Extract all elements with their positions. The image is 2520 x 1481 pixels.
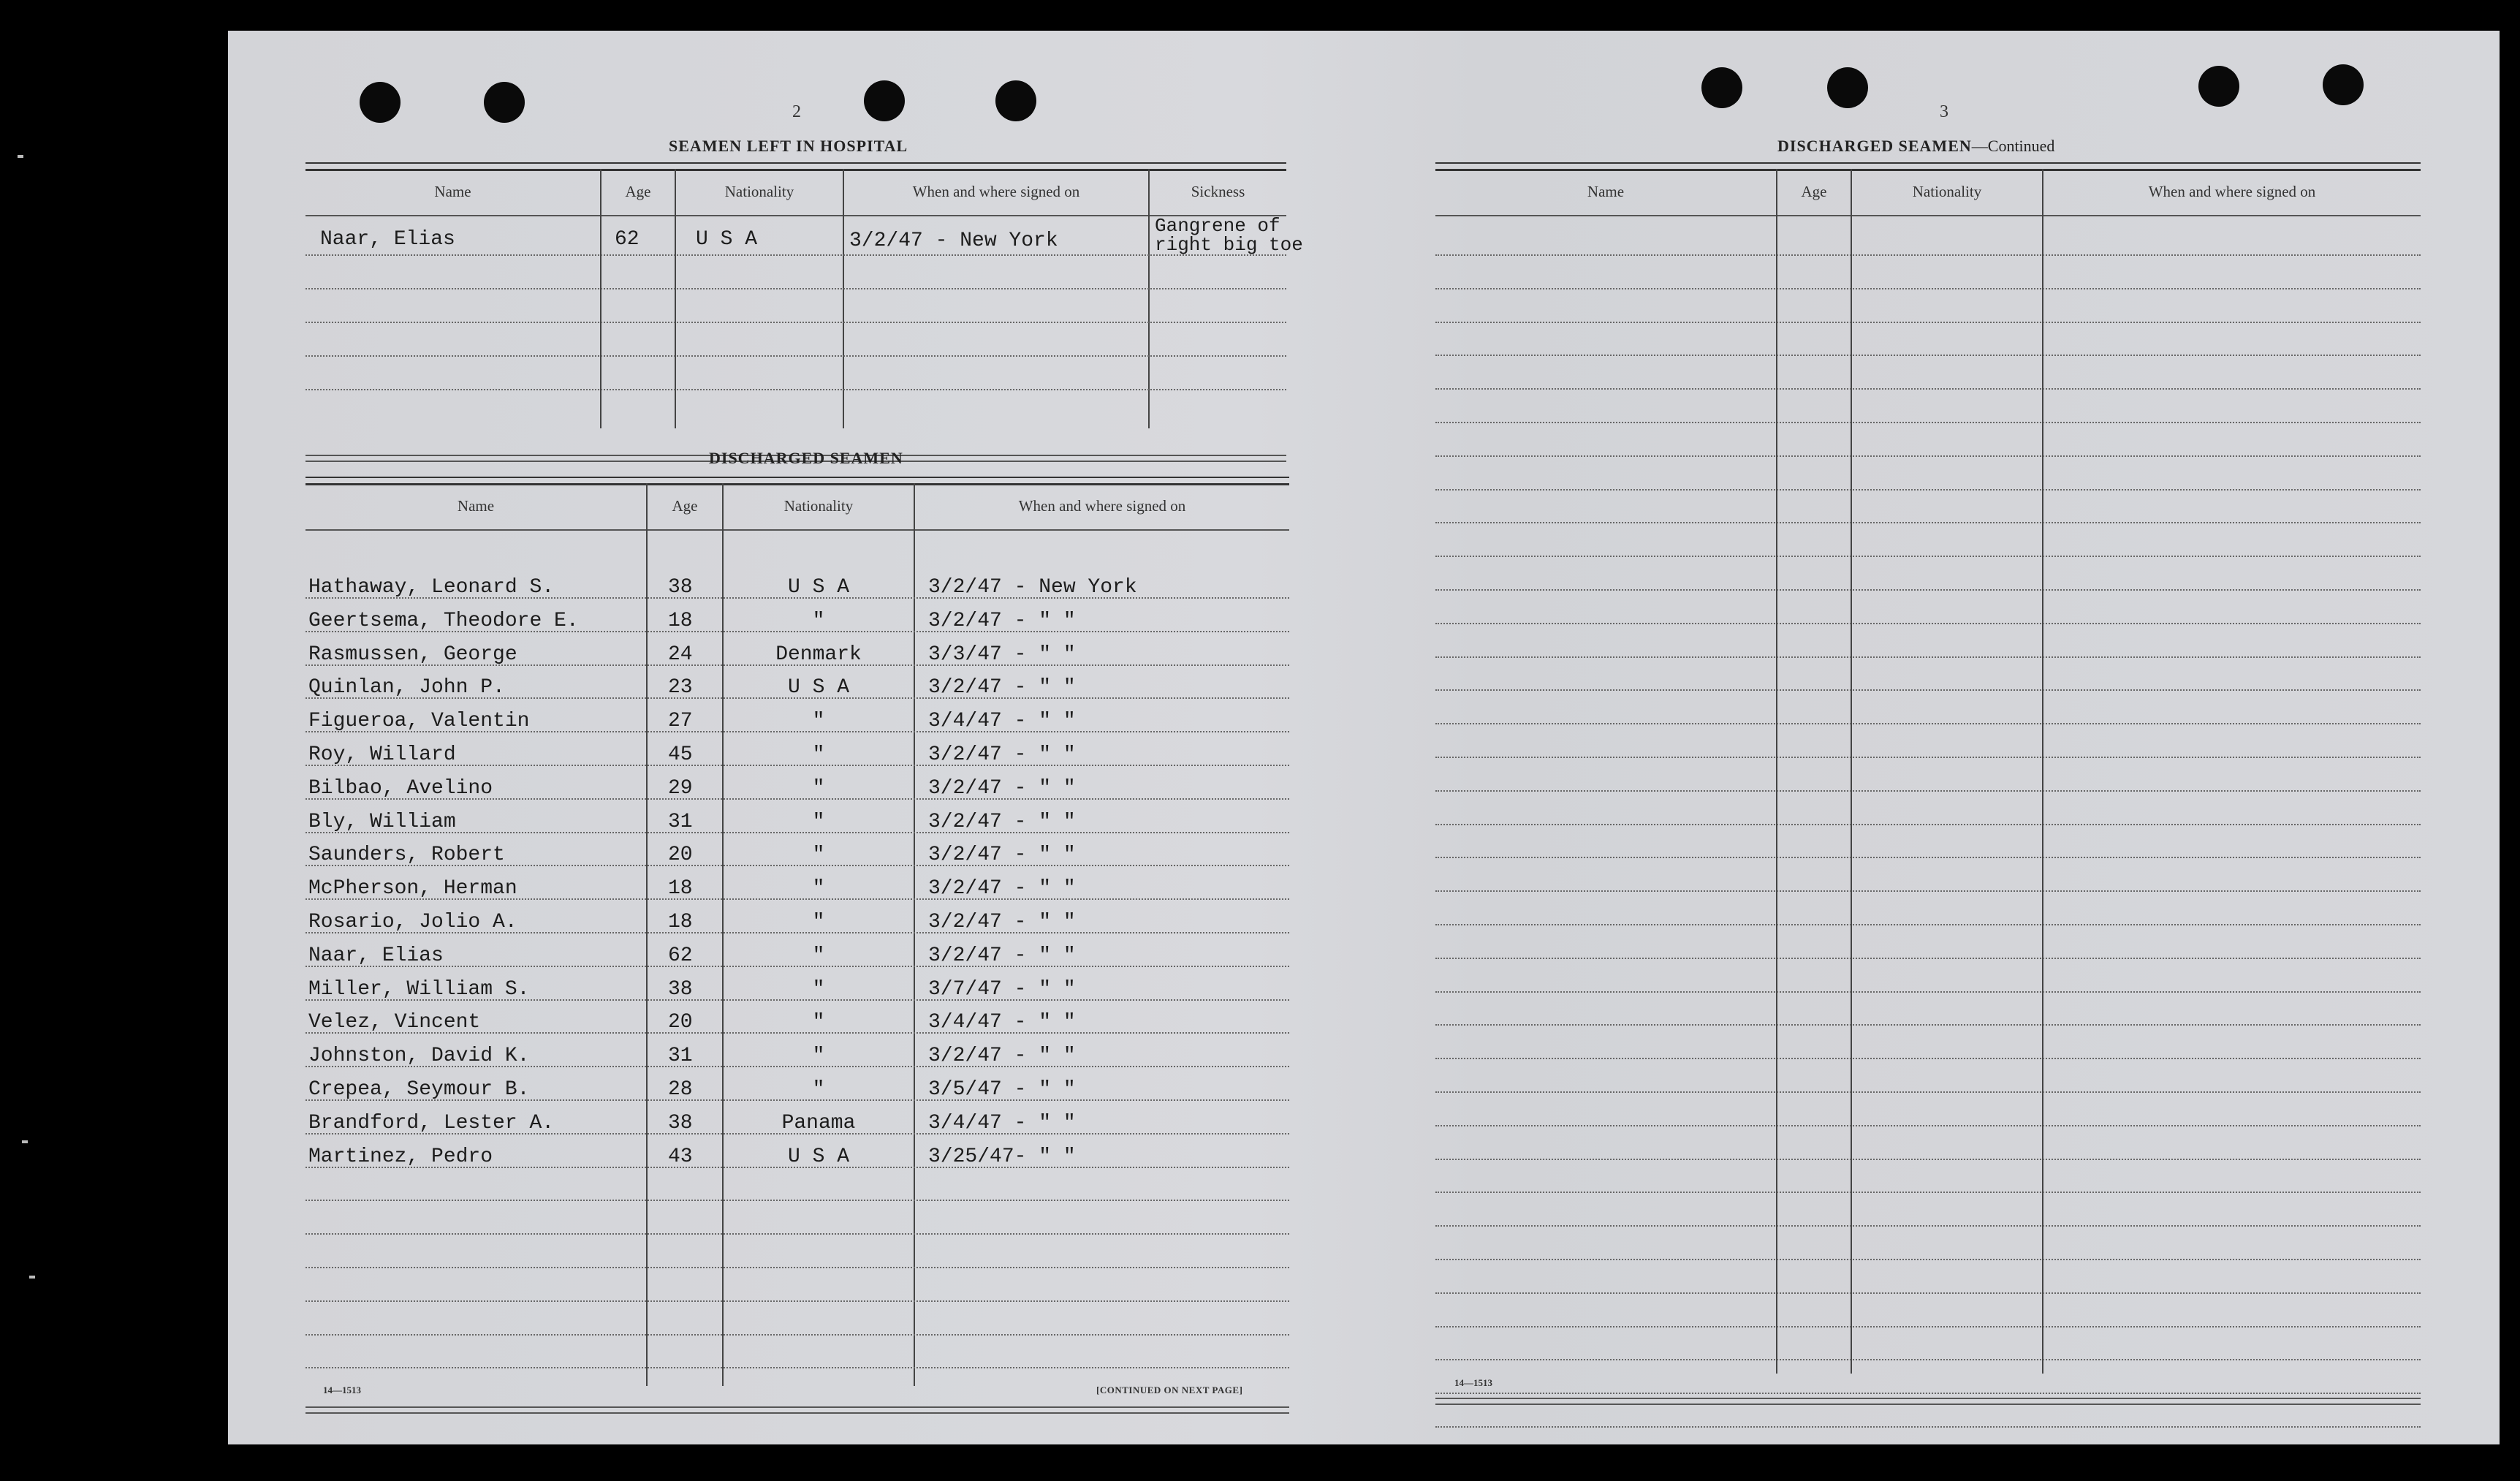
cell-name: Quinlan, John P.: [308, 676, 505, 699]
cell-age: 27: [668, 710, 693, 732]
row-rule: [1435, 422, 2421, 423]
header-name: Name: [457, 497, 495, 515]
column-divider: [646, 483, 648, 1386]
cell-signed-on: 3/4/47 - " ": [928, 710, 1076, 732]
cell-age: 20: [668, 844, 693, 866]
hospital-sickness-line2: right big toe: [1155, 234, 1303, 256]
row-rule: [1435, 1192, 2421, 1193]
row-rule: [1435, 689, 2421, 691]
cell-nationality: ": [812, 743, 825, 766]
row-rule: [1435, 723, 2421, 724]
row-rule: [305, 1233, 1289, 1235]
hospital-table: [305, 162, 1286, 462]
hospital-section-title: SEAMEN LEFT IN HOSPITAL: [669, 137, 908, 155]
row-rule: [1435, 1091, 2421, 1093]
row-rule: [305, 1334, 1289, 1336]
scan-mark: [29, 1276, 35, 1279]
row-rule: [1435, 1225, 2421, 1227]
header-rule: [1435, 215, 2421, 216]
row-rule: [1435, 1426, 2421, 1428]
row-rule: [305, 1200, 1289, 1201]
cell-signed-on: 3/4/47 - " ": [928, 1011, 1076, 1034]
cell-age: 45: [668, 743, 693, 766]
form-number-left: 14—1513: [323, 1385, 361, 1395]
cell-signed-on: 3/2/47 - " ": [928, 811, 1076, 833]
punch-hole: [484, 82, 525, 123]
cell-name: McPherson, Herman: [308, 877, 517, 900]
row-rule: [1435, 1326, 2421, 1327]
row-rule: [1435, 857, 2421, 858]
cell-age: 31: [668, 811, 693, 833]
header-name: Name: [434, 183, 471, 200]
header-rule: [305, 215, 1286, 216]
cell-nationality: U S A: [787, 676, 849, 699]
header-signed-on: When and where signed on: [912, 183, 1080, 200]
column-divider: [914, 483, 915, 1386]
row-rule: [1435, 589, 2421, 591]
cell-age: 31: [668, 1045, 693, 1067]
row-rule: [1435, 824, 2421, 825]
cell-nationality: ": [812, 610, 825, 632]
continued-section-title: [1777, 137, 2054, 156]
hospital-age: 62: [615, 228, 640, 251]
row-rule: [1435, 991, 2421, 993]
cell-signed-on: 3/2/47 - " ": [928, 844, 1076, 866]
document-sheet: [228, 31, 2500, 1444]
cell-age: 62: [668, 944, 693, 967]
cell-name: Martinez, Pedro: [308, 1145, 493, 1168]
scan-mark: [22, 1140, 28, 1143]
cell-age: 20: [668, 1011, 693, 1034]
cell-signed-on: 3/2/47 - " ": [928, 743, 1076, 766]
row-rule: [305, 1267, 1289, 1268]
table-bottom-rule: [1435, 1398, 2421, 1405]
row-rule: [1435, 1024, 2421, 1026]
row-rule: [305, 288, 1286, 289]
cell-age: 38: [668, 576, 693, 599]
punch-hole: [1827, 67, 1868, 108]
row-rule: [1435, 790, 2421, 792]
cell-name: Rosario, Jolio A.: [308, 911, 517, 933]
header-nationality: Nationality: [783, 497, 854, 515]
cell-nationality: ": [812, 944, 825, 967]
cell-nationality: ": [812, 811, 825, 833]
header-signed-on: When and where signed on: [2148, 183, 2316, 200]
row-rule: [1435, 1359, 2421, 1360]
cell-signed-on: 3/2/47 - " ": [928, 877, 1076, 900]
row-rule: [1435, 1292, 2421, 1294]
cell-signed-on: 3/25/47- " ": [928, 1145, 1076, 1168]
row-rule: [1435, 1159, 2421, 1160]
punch-hole: [2323, 64, 2364, 105]
form-number-right: 14—1513: [1454, 1377, 1492, 1388]
row-rule: [1435, 890, 2421, 892]
cell-nationality: ": [812, 911, 825, 933]
scan-mark: [18, 155, 23, 158]
header-signed-on: When and where signed on: [1018, 497, 1186, 515]
punch-hole: [1701, 67, 1742, 108]
cell-nationality: ": [812, 877, 825, 900]
punch-hole: [360, 82, 401, 123]
cell-signed-on: 3/2/47 - " ": [928, 911, 1076, 933]
row-rule: [1435, 656, 2421, 658]
cell-name: Johnston, David K.: [308, 1045, 530, 1067]
cell-age: 38: [668, 978, 693, 1001]
table-top-rule: [305, 477, 1289, 485]
header-age: Age: [625, 183, 651, 200]
header-age: Age: [1801, 183, 1827, 200]
cell-age: 43: [668, 1145, 693, 1168]
cell-nationality: Denmark: [775, 643, 862, 666]
table-bottom-rule: [305, 1406, 1289, 1414]
cell-nationality: U S A: [787, 576, 849, 599]
row-rule: [1435, 522, 2421, 523]
page-number-right: 3: [1940, 102, 1948, 121]
hospital-name: Naar, Elias: [320, 228, 455, 251]
cell-age: 18: [668, 877, 693, 900]
row-rule: [1435, 1125, 2421, 1126]
cell-signed-on: 3/4/47 - " ": [928, 1112, 1076, 1135]
continued-note: [CONTINUED ON NEXT PAGE]: [1096, 1385, 1243, 1395]
row-rule: [1435, 623, 2421, 624]
cell-age: 23: [668, 676, 693, 699]
cell-signed-on: 3/5/47 - " ": [928, 1078, 1076, 1101]
cell-name: Saunders, Robert: [308, 844, 505, 866]
cell-age: 38: [668, 1112, 693, 1135]
header-age: Age: [672, 497, 698, 515]
cell-nationality: ": [812, 1045, 825, 1067]
cell-name: Rasmussen, George: [308, 643, 517, 666]
punch-hole: [995, 80, 1036, 121]
row-rule: [305, 1367, 1289, 1368]
cell-name: Figueroa, Valentin: [308, 710, 530, 732]
header-nationality: Nationality: [724, 183, 794, 200]
row-rule: [305, 254, 1286, 256]
row-rule: [1435, 355, 2421, 356]
cell-age: 29: [668, 777, 693, 800]
row-rule: [1435, 388, 2421, 390]
hospital-sickness-line1: Gangrene of: [1155, 215, 1280, 237]
punch-hole: [2198, 66, 2239, 107]
cell-signed-on: 3/2/47 - " ": [928, 1045, 1076, 1067]
title-main: DISCHARGED SEAMEN: [1777, 137, 1972, 155]
cell-name: Bly, William: [308, 811, 456, 833]
cell-nationality: ": [812, 978, 825, 1001]
header-name: Name: [1587, 183, 1625, 200]
cell-name: Geertsema, Theodore E.: [308, 610, 579, 632]
table-top-rule: [305, 162, 1286, 171]
cell-signed-on: 3/3/47 - " ": [928, 643, 1076, 666]
cell-name: Velez, Vincent: [308, 1011, 481, 1034]
punch-hole: [864, 80, 905, 121]
cell-nationality: ": [812, 710, 825, 732]
cell-signed-on: 3/2/47 - New York: [928, 576, 1137, 599]
cell-nationality: U S A: [787, 1145, 849, 1168]
cell-age: 28: [668, 1078, 693, 1101]
row-rule: [305, 1300, 1289, 1302]
cell-name: Crepea, Seymour B.: [308, 1078, 530, 1101]
row-rule: [1435, 322, 2421, 323]
continued-table: [1435, 162, 2421, 1412]
row-rule: [1435, 757, 2421, 758]
cell-signed-on: 3/2/47 - " ": [928, 610, 1076, 632]
cell-nationality: ": [812, 1078, 825, 1101]
title-suffix: —Continued: [1971, 137, 2055, 155]
header-nationality: Nationality: [1912, 183, 1982, 200]
cell-nationality: ": [812, 844, 825, 866]
row-rule: [1435, 489, 2421, 490]
row-rule: [305, 322, 1286, 323]
row-rule: [1435, 455, 2421, 457]
row-rule: [1435, 1393, 2421, 1394]
cell-nationality: ": [812, 777, 825, 800]
row-rule: [1435, 958, 2421, 959]
discharged-section-title: DISCHARGED SEAMEN: [709, 449, 903, 467]
cell-signed-on: 3/7/47 - " ": [928, 978, 1076, 1001]
cell-name: Naar, Elias: [308, 944, 444, 967]
cell-age: 24: [668, 643, 693, 666]
cell-name: Brandford, Lester A.: [308, 1112, 555, 1135]
hospital-nationality: U S A: [696, 228, 758, 251]
cell-name: Miller, William S.: [308, 978, 530, 1001]
cell-age: 18: [668, 610, 693, 632]
cell-signed-on: 3/2/47 - " ": [928, 944, 1076, 967]
cell-age: 18: [668, 911, 693, 933]
page-number-left: 2: [792, 102, 801, 121]
row-rule: [1435, 924, 2421, 925]
cell-name: Roy, Willard: [308, 743, 456, 766]
row-rule: [305, 389, 1286, 390]
row-rule: [1435, 556, 2421, 557]
row-rule: [1435, 254, 2421, 256]
cell-name: Bilbao, Avelino: [308, 777, 493, 800]
cell-nationality: Panama: [781, 1112, 856, 1135]
row-rule: [1435, 288, 2421, 289]
cell-name: Hathaway, Leonard S.: [308, 576, 555, 599]
hospital-signed-on: 3/2/47 - New York: [849, 230, 1058, 252]
header-sickness: Sickness: [1191, 183, 1245, 200]
row-rule: [305, 355, 1286, 357]
table-top-rule: [1435, 162, 2421, 171]
cell-signed-on: 3/2/47 - " ": [928, 777, 1076, 800]
row-rule: [1435, 1058, 2421, 1059]
cell-signed-on: 3/2/47 - " ": [928, 676, 1076, 699]
cell-nationality: ": [812, 1011, 825, 1034]
header-rule: [305, 529, 1289, 531]
row-rule: [1435, 1259, 2421, 1260]
